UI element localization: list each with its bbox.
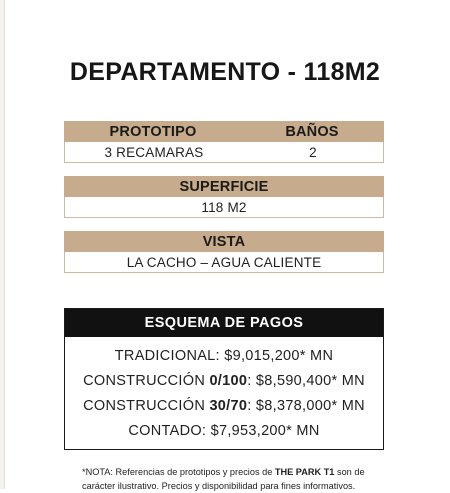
- contado-amount: $7,953,200* MN: [210, 423, 320, 439]
- vista-header: VISTA: [202, 233, 246, 250]
- tradicional-label: TRADICIONAL:: [114, 348, 225, 364]
- tradicional-amount: $9,015,200* MN: [224, 348, 334, 364]
- page-title: DEPARTAMENTO - 118M2: [69, 58, 381, 86]
- construccion-0-100-scheme: 0/100: [209, 373, 248, 389]
- payment-scheme-box: [64, 308, 384, 450]
- payment-line-construccion-30-70: [65, 398, 383, 414]
- payment-line-contado: [65, 423, 383, 439]
- prototipo-table: [64, 121, 384, 163]
- prototipo-value-row: [64, 142, 384, 163]
- note-line-1: [82, 465, 382, 479]
- payment-line-tradicional: [65, 348, 383, 364]
- vista-value-row: [64, 252, 384, 273]
- construccion-30-70-label: CONSTRUCCIÓN: [83, 398, 210, 414]
- construccion-30-70-amount: : $8,378,000* MN: [247, 398, 365, 414]
- payment-scheme-header: ESQUEMA DE PAGOS: [65, 309, 383, 337]
- prototipo-header: PROTOTIPO: [109, 123, 197, 140]
- note-project-name: THE PARK T1: [274, 467, 335, 477]
- superficie-table: [64, 176, 384, 218]
- note-line-2: carácter ilustrativo. Precios y disponibilidad para fines informativos.: [82, 481, 356, 491]
- superficie-header-row: [64, 176, 384, 197]
- superficie-value: 118 M2: [201, 199, 247, 215]
- construccion-0-100-label: CONSTRUCCIÓN: [83, 373, 210, 389]
- prototipo-value: 3 RECAMARAS: [104, 144, 204, 160]
- note-prefix: *NOTA: Referencias de prototipos y precios de: [82, 467, 275, 477]
- superficie-value-row: [64, 197, 384, 218]
- note-suffix: son de: [334, 467, 365, 477]
- superficie-header: SUPERFICIE: [179, 178, 269, 195]
- banos-value: 2: [309, 144, 317, 160]
- contado-label: CONTADO:: [128, 423, 211, 439]
- construccion-30-70-scheme: 30/70: [209, 398, 248, 414]
- payment-line-construccion-0-100: [65, 373, 383, 389]
- vista-table: [64, 231, 384, 273]
- prototipo-header-row: [64, 121, 384, 142]
- vista-header-row: [64, 231, 384, 252]
- vista-value: LA CACHO – AGUA CALIENTE: [126, 254, 322, 270]
- construccion-0-100-amount: : $8,590,400* MN: [247, 373, 365, 389]
- banos-header: BAÑOS: [285, 123, 339, 140]
